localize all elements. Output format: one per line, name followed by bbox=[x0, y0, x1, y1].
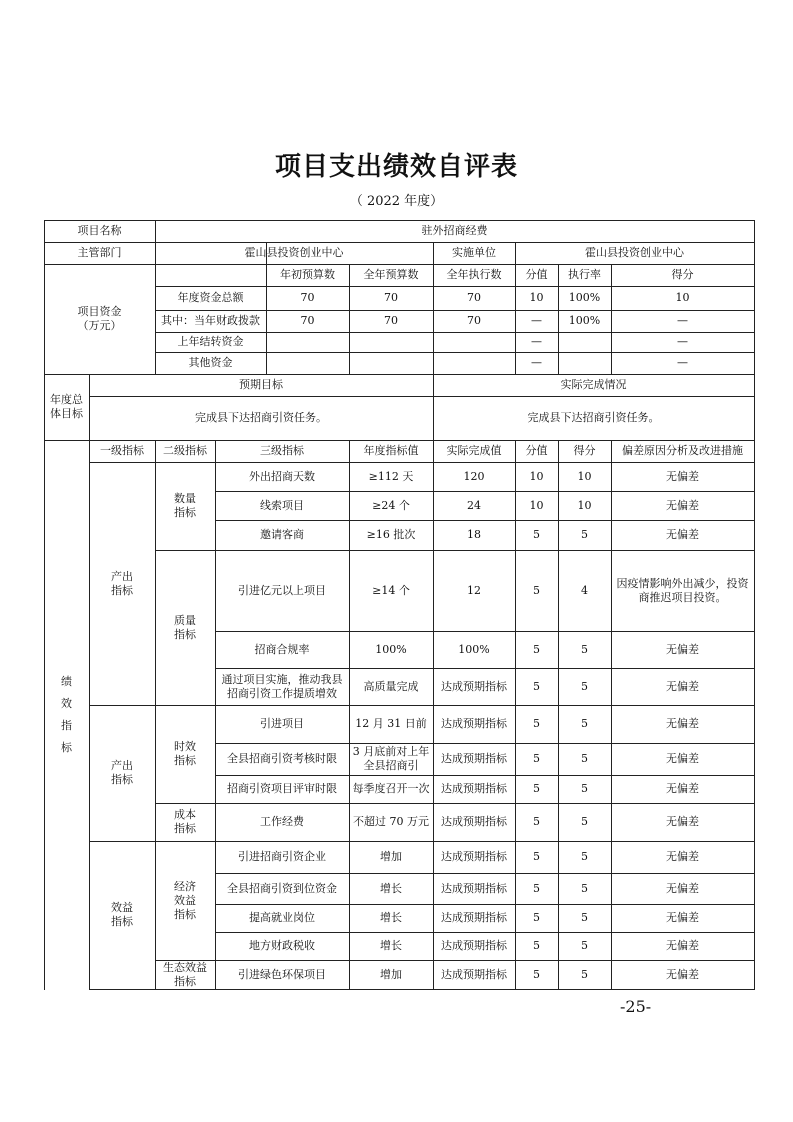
perf-cell: 5 bbox=[533, 528, 540, 541]
funds-cell: 10 bbox=[529, 291, 544, 304]
perf-cell: 地方财政税收 bbox=[249, 939, 315, 952]
perf-cell: 10 bbox=[529, 469, 544, 483]
dept-label: 主管部门 bbox=[77, 246, 122, 259]
perf-cell: 无偏差 bbox=[666, 911, 699, 924]
funds-cell: — bbox=[531, 335, 542, 348]
perf-cell: 外出招商天数 bbox=[249, 469, 315, 483]
perf-cell: 无偏差 bbox=[666, 679, 699, 693]
perf-label: 绩 效 指 标 bbox=[61, 674, 72, 754]
funds-row-label: 年度资金总额 bbox=[177, 291, 244, 304]
dept-value: 霍山县投资创业中心 bbox=[244, 246, 344, 259]
level1-cell: 效益 指标 bbox=[111, 901, 133, 928]
funds-cell: 100% bbox=[568, 314, 601, 327]
perf-header: 分值 bbox=[525, 444, 548, 457]
perf-cell: 5 bbox=[581, 881, 588, 895]
funds-header: 得分 bbox=[671, 268, 694, 281]
perf-cell: 10 bbox=[577, 498, 592, 512]
perf-header: 得分 bbox=[573, 444, 596, 457]
perf-cell: 5 bbox=[533, 782, 540, 795]
perf-cell: 达成预期指标 bbox=[441, 911, 507, 924]
level2-cell: 数量 指标 bbox=[174, 492, 196, 519]
perf-cell: 5 bbox=[581, 679, 588, 693]
funds-cell: — bbox=[677, 335, 688, 348]
funds-header: 全年执行数 bbox=[446, 268, 502, 281]
perf-cell: ≥16 批次 bbox=[366, 528, 416, 541]
funds-cell: 70 bbox=[467, 314, 481, 327]
perf-cell: 无偏差 bbox=[666, 967, 699, 981]
funds-row-label: 其中：当年财政拨款 bbox=[161, 314, 260, 327]
perf-cell: 不超过 70 万元 bbox=[353, 815, 429, 828]
perf-cell: 5 bbox=[533, 911, 540, 924]
perf-cell: 全县招商引资考核时限 bbox=[227, 752, 337, 765]
perf-cell: 引进招商引资企业 bbox=[238, 850, 326, 863]
level1-cell: 产出 指标 bbox=[111, 569, 133, 597]
perf-cell: 5 bbox=[581, 967, 588, 981]
perf-cell: 100% bbox=[375, 642, 407, 656]
perf-cell: 24 bbox=[467, 498, 481, 512]
perf-cell: 增长 bbox=[380, 911, 402, 924]
perf-cell: 招商引资项目评审时限 bbox=[227, 782, 337, 795]
funds-cell bbox=[349, 352, 433, 374]
perf-cell: 5 bbox=[533, 717, 540, 730]
funds-row-label: 其他资金 bbox=[188, 356, 233, 369]
level1-cell: 产出 指标 bbox=[111, 759, 133, 786]
perf-cell: 全县招商引资到位资金 bbox=[227, 881, 337, 895]
perf-cell: 18 bbox=[467, 528, 481, 541]
funds-label: 项目资金 （万元） bbox=[77, 305, 122, 332]
perf-cell: 引进亿元以上项目 bbox=[238, 583, 326, 597]
perf-cell: 达成预期指标 bbox=[441, 679, 507, 693]
perf-cell: 无偏差 bbox=[666, 939, 699, 952]
perf-cell: 无偏差 bbox=[666, 782, 699, 795]
perf-cell: 无偏差 bbox=[666, 717, 699, 730]
perf-cell: 5 bbox=[581, 642, 588, 656]
perf-cell: ≥24 个 bbox=[372, 498, 410, 512]
perf-cell: 无偏差 bbox=[666, 528, 699, 541]
perf-cell: 120 bbox=[463, 469, 485, 483]
funds-cell bbox=[266, 332, 349, 352]
goals-label: 年度总 体目标 bbox=[50, 393, 83, 420]
perf-cell: 招商合规率 bbox=[254, 642, 310, 656]
perf-header: 偏差原因分析及改进措施 bbox=[622, 444, 743, 457]
expected-goal-text: 完成县下达招商引资任务。 bbox=[195, 411, 327, 424]
perf-cell: 5 bbox=[533, 679, 540, 693]
report-year: （ 2022 年度） bbox=[349, 194, 444, 209]
funds-cell: — bbox=[531, 356, 542, 369]
perf-cell: 达成预期指标 bbox=[441, 850, 507, 863]
perf-cell: 5 bbox=[533, 583, 540, 597]
funds-header: 年初预算数 bbox=[280, 268, 335, 281]
perf-cell: ≥14 个 bbox=[372, 583, 410, 597]
perf-cell: 邀请客商 bbox=[260, 528, 304, 541]
project-name-label: 项目名称 bbox=[77, 224, 122, 237]
perf-cell: 无偏差 bbox=[666, 642, 699, 656]
perf-cell: 5 bbox=[533, 815, 540, 828]
funds-header: 分值 bbox=[525, 268, 548, 281]
actual-goal-text: 完成县下达招商引资任务。 bbox=[527, 411, 660, 424]
funds-cell: — bbox=[677, 314, 688, 327]
perf-cell: 因疫情影响外出减少，投资商推迟项目投资。 bbox=[616, 576, 749, 604]
perf-cell: 通过项目实施，推动我县招商引资工作提质增效 bbox=[221, 672, 343, 700]
performance-table bbox=[44, 220, 755, 990]
level2-cell: 生态效益 指标 bbox=[163, 960, 207, 988]
impl-value: 霍山县投资创业中心 bbox=[585, 246, 684, 259]
perf-cell: 12 bbox=[467, 583, 481, 597]
perf-cell: 增长 bbox=[380, 939, 402, 952]
perf-cell: 5 bbox=[533, 752, 540, 765]
actual-goal-header: 实际完成情况 bbox=[560, 378, 627, 391]
funds-cell bbox=[558, 332, 611, 352]
funds-cell: — bbox=[677, 356, 688, 369]
funds-row-label: 上年结转资金 bbox=[177, 335, 244, 348]
perf-cell: 达成预期指标 bbox=[441, 782, 507, 795]
perf-cell: 5 bbox=[533, 967, 540, 981]
perf-header: 年度指标值 bbox=[363, 444, 419, 457]
perf-cell: 5 bbox=[581, 850, 588, 863]
perf-cell: 达成预期指标 bbox=[441, 752, 507, 765]
level2-cell: 时效 指标 bbox=[174, 740, 196, 767]
perf-cell: 达成预期指标 bbox=[441, 939, 507, 952]
funds-cell: 70 bbox=[467, 291, 481, 304]
perf-cell: 达成预期指标 bbox=[441, 815, 507, 828]
perf-cell: 5 bbox=[533, 881, 540, 895]
perf-cell: 5 bbox=[581, 815, 588, 828]
perf-cell: 增加 bbox=[380, 850, 402, 863]
perf-cell: 达成预期指标 bbox=[441, 967, 507, 981]
perf-cell: 达成预期指标 bbox=[441, 881, 507, 895]
perf-cell: 增长 bbox=[380, 881, 402, 895]
perf-header: 二级指标 bbox=[163, 444, 207, 457]
page-title: 项目支出绩效自评表 bbox=[274, 152, 518, 182]
funds-cell bbox=[266, 352, 349, 374]
perf-cell: 5 bbox=[533, 642, 540, 656]
funds-cell: 70 bbox=[300, 314, 315, 327]
perf-cell: 5 bbox=[581, 911, 588, 924]
perf-cell: 提高就业岗位 bbox=[249, 911, 315, 924]
funds-cell bbox=[433, 332, 515, 352]
perf-cell: 无偏差 bbox=[666, 752, 699, 765]
funds-cell bbox=[433, 352, 515, 374]
perf-cell: 12 月 31 日前 bbox=[355, 717, 427, 730]
perf-cell: 每季度召开一次 bbox=[352, 782, 430, 795]
perf-cell: 引进项目 bbox=[260, 717, 304, 730]
funds-cell bbox=[558, 352, 611, 374]
perf-cell: 5 bbox=[533, 939, 540, 952]
perf-cell: 达成预期指标 bbox=[441, 717, 507, 730]
perf-cell: 10 bbox=[529, 498, 544, 512]
perf-cell: 无偏差 bbox=[666, 881, 699, 895]
table-line bbox=[89, 989, 755, 990]
perf-cell: 5 bbox=[581, 939, 588, 952]
perf-cell: 线索项目 bbox=[260, 498, 304, 512]
funds-header: 执行率 bbox=[568, 268, 601, 281]
funds-cell: 70 bbox=[384, 314, 398, 327]
perf-cell: 无偏差 bbox=[666, 498, 699, 512]
perf-cell: 高质量完成 bbox=[363, 679, 419, 693]
perf-header: 实际完成值 bbox=[446, 444, 502, 457]
perf-cell: 增加 bbox=[380, 967, 402, 981]
perf-cell: 5 bbox=[581, 782, 588, 795]
impl-label: 实施单位 bbox=[452, 246, 496, 259]
expected-goal-header: 预期目标 bbox=[239, 378, 283, 391]
perf-header: 一级指标 bbox=[100, 444, 144, 457]
perf-cell: 5 bbox=[581, 528, 588, 541]
level2-cell: 成本 指标 bbox=[174, 808, 196, 835]
funds-header: 全年预算数 bbox=[363, 268, 419, 281]
perf-cell: 5 bbox=[581, 752, 588, 765]
funds-cell bbox=[349, 332, 433, 352]
funds-cell: 100% bbox=[568, 291, 601, 304]
funds-cell: 70 bbox=[384, 291, 398, 304]
perf-cell: 无偏差 bbox=[666, 469, 699, 483]
level2-cell: 经济 效益 指标 bbox=[174, 879, 196, 921]
table-line bbox=[754, 220, 755, 990]
funds-cell: 70 bbox=[300, 291, 315, 304]
project-name-value: 驻外招商经费 bbox=[421, 224, 488, 237]
page-number: -25- bbox=[620, 997, 652, 1016]
perf-cell: ≥112 天 bbox=[368, 469, 414, 483]
perf-cell: 10 bbox=[577, 469, 592, 483]
perf-cell: 无偏差 bbox=[666, 850, 699, 863]
perf-cell: 3 月底前对上年全县招商引 bbox=[352, 745, 430, 772]
level2-cell: 质量 指标 bbox=[174, 613, 196, 641]
perf-cell: 5 bbox=[581, 717, 588, 730]
funds-cell: 10 bbox=[675, 291, 690, 304]
perf-cell: 无偏差 bbox=[666, 815, 699, 828]
perf-cell: 引进绿色环保项目 bbox=[238, 967, 326, 981]
perf-cell: 5 bbox=[533, 850, 540, 863]
perf-cell: 100% bbox=[458, 642, 490, 656]
funds-cell: — bbox=[531, 314, 542, 327]
perf-cell: 4 bbox=[581, 583, 588, 597]
perf-cell: 工作经费 bbox=[260, 815, 304, 828]
perf-header: 三级指标 bbox=[260, 444, 304, 457]
